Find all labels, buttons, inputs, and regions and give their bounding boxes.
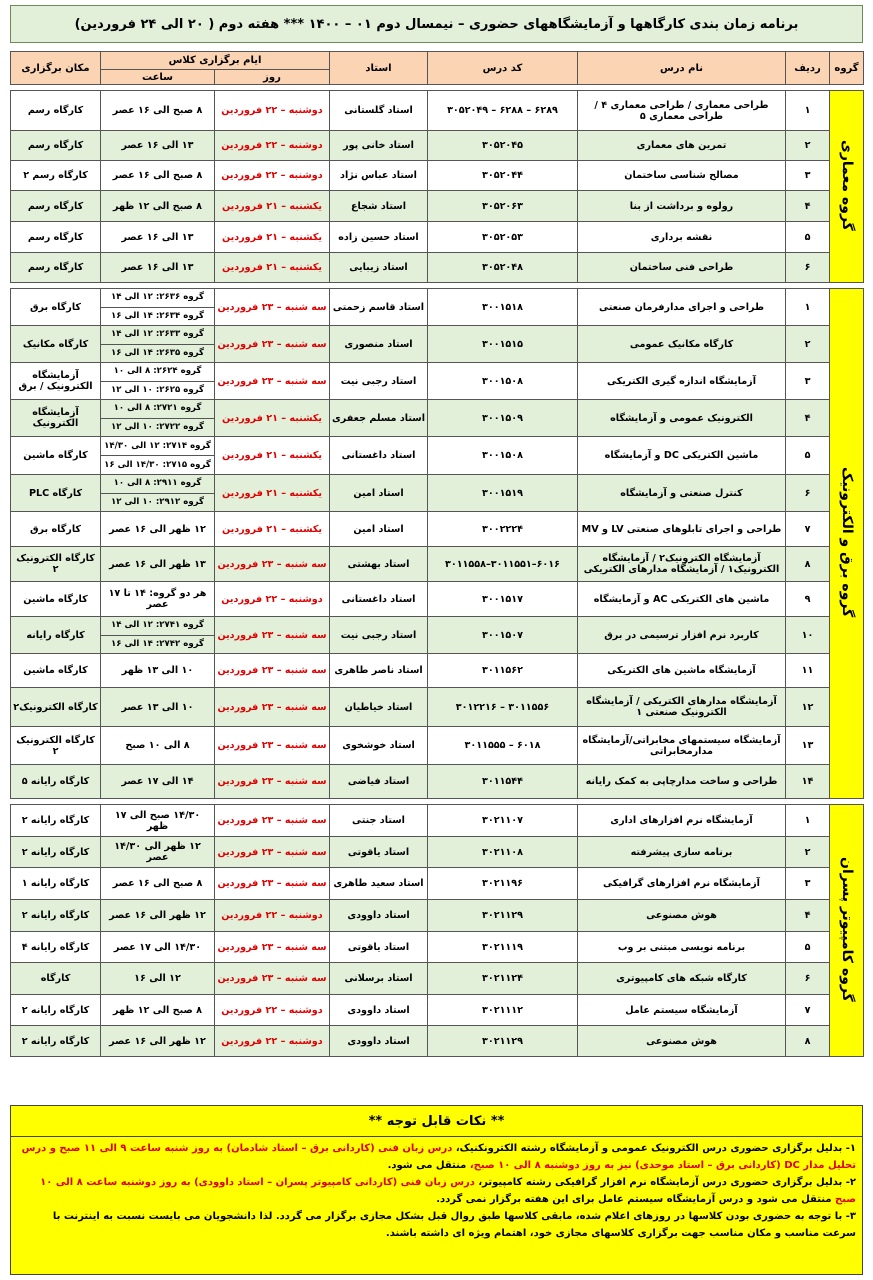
- class-day: دوشنبه – ۲۲ فروردین: [215, 1026, 330, 1057]
- header-row: ردیف: [786, 52, 830, 85]
- group-label-cell: [830, 805, 864, 1057]
- class-time-slot: گروه ۲۶۲۴: ۸ الی ۱۰: [113, 366, 202, 377]
- row-number: ۳: [786, 161, 830, 191]
- teacher-name: استاد داوودی: [330, 900, 428, 932]
- course-code: ۳۰۱۱۵۴۴: [428, 765, 578, 799]
- class-time-slot: گروه ۲۶۳۳: ۱۲ الی ۱۴: [110, 329, 205, 340]
- class-day: دوشنبه – ۲۲ فروردین: [215, 995, 330, 1026]
- course-name: مصالح شناسی ساختمان: [578, 161, 786, 191]
- table-row: [11, 837, 864, 868]
- course-code: ۳۰۲۱۱۲۹: [428, 1026, 578, 1057]
- course-code: ۳۰۰۱۵۰۸: [428, 363, 578, 400]
- row-number: ۶: [786, 253, 830, 283]
- group-label: گروه معماری: [839, 139, 855, 231]
- class-day: یکشنبه – ۲۱ فروردین: [215, 222, 330, 253]
- class-day: سه شنبه – ۲۳ فروردین: [215, 932, 330, 963]
- class-day: دوشنبه – ۲۲ فروردین: [215, 582, 330, 617]
- teacher-name: استاد رجبی نیت: [330, 617, 428, 654]
- course-name: نقشه برداری: [578, 222, 786, 253]
- course-name: آزمایشگاه نرم افزارهای گرافیکی: [578, 868, 786, 900]
- teacher-name: استاد عباس نژاد: [330, 161, 428, 191]
- class-time-slot: گروه ۲۶۲۵: ۱۰ الی ۱۲: [101, 381, 214, 400]
- table-row: [11, 400, 864, 437]
- class-location: کارگاه برق: [11, 289, 101, 326]
- class-location: کارگاه ماشین: [11, 654, 101, 688]
- teacher-name: استاد ناصر طاهری: [330, 654, 428, 688]
- class-day: سه شنبه – ۲۳ فروردین: [215, 547, 330, 582]
- header-group: گروه: [830, 52, 864, 85]
- class-day: یکشنبه – ۲۱ فروردین: [215, 191, 330, 222]
- header-course-name: نام درس: [578, 52, 786, 85]
- table-row: [11, 868, 864, 900]
- class-location: کارگاه رسم: [11, 222, 101, 253]
- class-day: سه شنبه – ۲۳ فروردین: [215, 363, 330, 400]
- class-location: کارگاه الکترونیک۲: [11, 688, 101, 727]
- class-day: سه شنبه – ۲۳ فروردین: [215, 963, 330, 995]
- row-number: ۱۲: [786, 688, 830, 727]
- schedule-table: [10, 51, 864, 1057]
- page-title: برنامه زمان بندی کارگاهها و آزمایشگاههای حضوری – نیمسال دوم ۰۱ – ۱۴۰۰ *** هفته دوم ( ۲۰ الی ۲۴ فروردین): [10, 5, 863, 43]
- class-time-slot: گروه ۲۷۴۱: ۱۲ الی ۱۴: [110, 620, 205, 631]
- table-row: [11, 765, 864, 799]
- table-row: [11, 963, 864, 995]
- row-number: ۳: [786, 363, 830, 400]
- teacher-name: استاد قاسم زحمتی: [330, 289, 428, 326]
- teacher-name: استاد فیاضی: [330, 765, 428, 799]
- class-time: ۱۲ ظهر الی ۱۶ عصر: [101, 512, 215, 547]
- teacher-name: استاد امین: [330, 512, 428, 547]
- class-location: کارگاه الکترونیک ۲: [11, 547, 101, 582]
- class-time: ۱۲ ظهر الی ۱۴/۳۰ عصر: [101, 837, 215, 868]
- teacher-name: استاد داوودی: [330, 995, 428, 1026]
- class-location: کارگاه: [11, 963, 101, 995]
- note-1-highlight: درس زبان فنی (کاردانی برق – استاد شادمان) به روز شنبه ساعت ۹ الی ۱۱ صبح و درس تحلیل مدار DC (کاردانی برق – استاد موحدی) نیز به روز دوشنبه ۸ الی ۱۰ صبح،: [21, 1143, 856, 1171]
- group-label: گروه برق و الکترونیک: [839, 466, 855, 618]
- course-code: ۳۰۰۱۵۰۹: [428, 400, 578, 437]
- row-number: ۱: [786, 91, 830, 131]
- row-number: ۱: [786, 805, 830, 837]
- class-time-slot: گروه ۲۶۳۶: ۱۲ الی ۱۴: [110, 292, 205, 303]
- course-code: ۶۰۱۸ – ۳۰۱۱۵۵۵: [428, 727, 578, 765]
- table-row: [11, 437, 864, 475]
- teacher-name: استاد یاقوتی: [330, 837, 428, 868]
- class-time-slot: گروه ۲۹۱۱: ۸ الی ۱۰: [113, 478, 202, 489]
- teacher-name: استاد رجبی نیت: [330, 363, 428, 400]
- course-name: هوش مصنوعی: [578, 900, 786, 932]
- class-location: کارگاه رسم ۲: [11, 161, 101, 191]
- class-time: هر دو گروه: ۱۴ تا ۱۷ عصر: [101, 582, 215, 617]
- table-row: [11, 1026, 864, 1057]
- note-1-text: ۱- بدلیل برگزاری حضوری درس الکترونیک عمومی و آزمایشگاه رشته الکترونکنیک،: [452, 1143, 856, 1154]
- class-time: ۸ صبح الی ۱۲ ظهر: [101, 995, 215, 1026]
- course-name: طراحی معماری / طراحی معماری ۴ / طراحی معماری ۵: [578, 91, 786, 131]
- table-row: [11, 727, 864, 765]
- class-day: دوشنبه – ۲۲ فروردین: [215, 131, 330, 161]
- course-code: ۳۰۰۱۵۱۹: [428, 475, 578, 512]
- table-row: [11, 191, 864, 222]
- class-day: یکشنبه – ۲۱ فروردین: [215, 512, 330, 547]
- class-location: کارگاه برق: [11, 512, 101, 547]
- class-location: کارگاه رایانه ۲: [11, 995, 101, 1026]
- course-name: آزمایشگاه نرم افزارهای اداری: [578, 805, 786, 837]
- table-row: [11, 547, 864, 582]
- teacher-name: استاد داغستانی: [330, 437, 428, 475]
- class-time: ۸ صبح الی ۱۶ عصر: [101, 91, 215, 131]
- course-name: برنامه سازی پیشرفته: [578, 837, 786, 868]
- class-time: ۱۳ ظهر الی ۱۶ عصر: [101, 547, 215, 582]
- table-row: [11, 932, 864, 963]
- row-number: ۴: [786, 191, 830, 222]
- course-code: ۳۰۰۱۵۱۵: [428, 326, 578, 363]
- class-time-slot: گروه ۲۹۱۲: ۱۰ الی ۱۲: [101, 493, 214, 512]
- class-day: سه شنبه – ۲۳ فروردین: [215, 727, 330, 765]
- row-number: ۷: [786, 995, 830, 1026]
- course-name: کارگاه شبکه های کامپیوتری: [578, 963, 786, 995]
- teacher-name: استاد امین: [330, 475, 428, 512]
- class-day: سه شنبه – ۲۳ فروردین: [215, 326, 330, 363]
- class-time: ۱۴/۳۰ صبح الی ۱۷ ظهر: [101, 805, 215, 837]
- course-code: ۳۰۲۱۱۹۶: [428, 868, 578, 900]
- row-number: ۸: [786, 1026, 830, 1057]
- header-day: روز: [215, 70, 330, 85]
- teacher-name: استاد مسلم جعفری: [330, 400, 428, 437]
- class-location: کارگاه رایانه ۵: [11, 765, 101, 799]
- class-time: [101, 617, 215, 654]
- group-label-cell: [830, 289, 864, 799]
- course-code: ۳۰۰۱۵۰۸: [428, 437, 578, 475]
- teacher-name: استاد برسلانی: [330, 963, 428, 995]
- course-name: طراحی فنی ساختمان: [578, 253, 786, 283]
- teacher-name: استاد یاقوتی: [330, 932, 428, 963]
- course-name: طراحی و ساخت مدارچاپی به کمک رایانه: [578, 765, 786, 799]
- row-number: ۱۰: [786, 617, 830, 654]
- table-row: [11, 91, 864, 131]
- class-time: ۸ صبح الی ۱۶ عصر: [101, 161, 215, 191]
- group-label: گروه کامپیوتر پسران: [839, 856, 855, 1002]
- header-time: ساعت: [101, 70, 215, 85]
- table-row: [11, 222, 864, 253]
- notes-box: [10, 1105, 863, 1275]
- row-number: ۶: [786, 475, 830, 512]
- class-day: سه شنبه – ۲۳ فروردین: [215, 654, 330, 688]
- class-location: کارگاه رایانه ۲: [11, 900, 101, 932]
- teacher-name: استاد خانی پور: [330, 131, 428, 161]
- class-time: [101, 437, 215, 475]
- table-row: [11, 512, 864, 547]
- table-row: [11, 363, 864, 400]
- row-number: ۲: [786, 326, 830, 363]
- table-row: [11, 131, 864, 161]
- row-number: ۵: [786, 932, 830, 963]
- course-name: آزمایشگاه الکترونیک۲ / آزمایشگاه الکترونیک۱ / آزمایشگاه مدارهای الکتریکی: [578, 547, 786, 582]
- course-name: طراحی و اجرای تابلوهای صنعتی LV و MV: [578, 512, 786, 547]
- class-time: [101, 326, 215, 363]
- note-2-end: منتقل می شود و درس آزمایشگاه سیستم عامل برای این هفته برگزار نمی گردد.: [436, 1194, 836, 1205]
- class-time: [101, 475, 215, 512]
- class-location: کارگاه رایانه ۱: [11, 868, 101, 900]
- note-2: [17, 1174, 856, 1208]
- table-row: [11, 900, 864, 932]
- class-day: سه شنبه – ۲۳ فروردین: [215, 688, 330, 727]
- row-number: ۶: [786, 963, 830, 995]
- class-time: ۱۴ الی ۱۷ عصر: [101, 765, 215, 799]
- course-code: ۳۰۵۲۰۴۴: [428, 161, 578, 191]
- course-code: ۳۰۲۱۱۲۴: [428, 963, 578, 995]
- table-row: [11, 805, 864, 837]
- class-time-slot: گروه ۲۷۲۲: ۱۰ الی ۱۲: [101, 418, 214, 437]
- class-time-slot: گروه ۲۷۲۱: ۸ الی ۱۰: [113, 403, 202, 414]
- course-code: ۶۰۱۶–۳۰۱۱۵۵۱–۳۰۱۱۵۵۸: [428, 547, 578, 582]
- class-day: سه شنبه – ۲۳ فروردین: [215, 868, 330, 900]
- header-class-days: ایام برگزاری کلاس: [101, 52, 330, 70]
- row-number: ۲: [786, 131, 830, 161]
- table-row: [11, 326, 864, 363]
- class-time-slot: گروه ۲۷۱۵: ۱۴/۳۰ الی ۱۶: [101, 455, 214, 474]
- course-code: ۳۰۰۲۲۲۴: [428, 512, 578, 547]
- table-row: [11, 289, 864, 326]
- notes-body: [11, 1137, 862, 1245]
- table-row: [11, 688, 864, 727]
- class-location: کارگاه الکترونیک ۲: [11, 727, 101, 765]
- course-code: ۳۰۲۱۱۱۲: [428, 995, 578, 1026]
- class-day: سه شنبه – ۲۳ فروردین: [215, 805, 330, 837]
- course-name: کارگاه مکانیک عمومی: [578, 326, 786, 363]
- course-code: ۶۲۸۹ – ۶۲۸۸ – ۳۰۵۲۰۴۹: [428, 91, 578, 131]
- row-number: ۹: [786, 582, 830, 617]
- class-location: کارگاه رسم: [11, 191, 101, 222]
- class-day: دوشنبه – ۲۲ فروردین: [215, 161, 330, 191]
- class-time: ۸ الی ۱۰ صبح: [101, 727, 215, 765]
- teacher-name: استاد خیاطیان: [330, 688, 428, 727]
- class-time: ۸ صبح الی ۱۶ عصر: [101, 868, 215, 900]
- class-time-slot: گروه ۲۶۳۵: ۱۴ الی ۱۶: [101, 344, 214, 363]
- course-code: ۳۰۲۱۱۱۹: [428, 932, 578, 963]
- class-day: دوشنبه – ۲۲ فروردین: [215, 900, 330, 932]
- class-time: [101, 289, 215, 326]
- course-name: ماشین های الکتریکی AC و آزمایشگاه: [578, 582, 786, 617]
- table-row: [11, 475, 864, 512]
- class-location: کارگاه رسم: [11, 91, 101, 131]
- row-number: ۴: [786, 400, 830, 437]
- course-code: ۳۰۵۲۰۵۳: [428, 222, 578, 253]
- class-location: کارگاه رایانه ۴: [11, 932, 101, 963]
- course-name: رولوه و برداشت از بنا: [578, 191, 786, 222]
- header-teacher: استاد: [330, 52, 428, 85]
- course-code: ۳۰۵۲۰۴۵: [428, 131, 578, 161]
- row-number: ۳: [786, 868, 830, 900]
- course-code: ۳۰۱۱۵۶۲: [428, 654, 578, 688]
- class-location: کارگاه رسم: [11, 131, 101, 161]
- class-location: آزمایشگاه الکترونیک / برق: [11, 363, 101, 400]
- class-time-slot: گروه ۲۷۱۴: ۱۲ الی ۱۴/۳۰: [104, 440, 211, 451]
- class-day: یکشنبه – ۲۱ فروردین: [215, 400, 330, 437]
- teacher-name: استاد گلستانی: [330, 91, 428, 131]
- course-name: طراحی و اجرای مدارفرمان صنعتی: [578, 289, 786, 326]
- note-1-end: منتقل می شود.: [387, 1160, 470, 1171]
- class-time-slot: گروه ۲۷۴۲: ۱۴ الی ۱۶: [101, 635, 214, 654]
- class-time: [101, 400, 215, 437]
- class-location: آزمایشگاه الکترونیک: [11, 400, 101, 437]
- table-row: [11, 253, 864, 283]
- course-code: ۳۰۰۱۵۱۷: [428, 582, 578, 617]
- course-name: ماشین الکتریکی DC و آزمایشگاه: [578, 437, 786, 475]
- course-code: ۳۰۵۲۰۶۳: [428, 191, 578, 222]
- class-time: ۱۳ الی ۱۶ عصر: [101, 131, 215, 161]
- class-time: ۱۲ الی ۱۶: [101, 963, 215, 995]
- teacher-name: استاد جنتی: [330, 805, 428, 837]
- course-name: برنامه نویسی مبتنی بر وب: [578, 932, 786, 963]
- course-name: آزمایشگاه سیستمهای مخابراتی/آزمایشگاه مدارمخابراتی: [578, 727, 786, 765]
- note-3: ۳- با توجه به حضوری بودن کلاسها در روزهای اعلام شده، مابقی کلاسها طبق روال قبل بشکل مجازی برگزار می گردد. لذا دانشجویان می بایست نسبت به اینترنت با سرعت مناسب و مکان مناسب جهت برگزاری کلاسهای مجازی خود، اهتمام ویژه ای داشته باشند.: [52, 1211, 856, 1239]
- class-location: کارگاه ماشین: [11, 437, 101, 475]
- teacher-name: استاد سعید طاهری: [330, 868, 428, 900]
- table-row: [11, 995, 864, 1026]
- row-number: ۵: [786, 222, 830, 253]
- course-name: آزمایشگاه سیستم عامل: [578, 995, 786, 1026]
- row-number: ۲: [786, 837, 830, 868]
- teacher-name: استاد خوشخوی: [330, 727, 428, 765]
- class-day: یکشنبه – ۲۱ فروردین: [215, 437, 330, 475]
- class-day: سه شنبه – ۲۳ فروردین: [215, 289, 330, 326]
- course-code: ۳۰۲۱۱۰۷: [428, 805, 578, 837]
- class-time: [101, 363, 215, 400]
- course-name: تمرین های معماری: [578, 131, 786, 161]
- note-2-highlight: درس زبان فنی (کاردانی کامپیوتر پسران – استاد داوودی) به روز دوشنبه ساعت ۸ الی ۱۰ صبح: [40, 1177, 856, 1205]
- header-course-code: کد درس: [428, 52, 578, 85]
- course-code: ۳۰۱۱۵۵۶ – ۳۰۱۲۲۱۶: [428, 688, 578, 727]
- row-number: ۴: [786, 900, 830, 932]
- class-day: سه شنبه – ۲۳ فروردین: [215, 765, 330, 799]
- class-day: سه شنبه – ۲۳ فروردین: [215, 617, 330, 654]
- course-name: کاربرد نرم افزار ترسیمی در برق: [578, 617, 786, 654]
- table-row: [11, 582, 864, 617]
- row-number: ۱۴: [786, 765, 830, 799]
- teacher-name: استاد حسین زاده: [330, 222, 428, 253]
- teacher-name: استاد شجاع: [330, 191, 428, 222]
- course-name: کنترل صنعتی و آزمایشگاه: [578, 475, 786, 512]
- class-day: دوشنبه – ۲۲ فروردین: [215, 91, 330, 131]
- row-number: ۸: [786, 547, 830, 582]
- teacher-name: استاد داوودی: [330, 1026, 428, 1057]
- class-time: ۱۰ الی ۱۳ عصر: [101, 688, 215, 727]
- course-name: آزمایشگاه ماشین های الکتریکی: [578, 654, 786, 688]
- teacher-name: استاد بهشتی: [330, 547, 428, 582]
- class-time: ۱۲ ظهر الی ۱۶ عصر: [101, 900, 215, 932]
- table-row: [11, 617, 864, 654]
- header-location: مکان برگزاری: [11, 52, 101, 85]
- class-location: کارگاه رایانه ۲: [11, 837, 101, 868]
- class-time: ۱۴/۳۰ الی ۱۷ عصر: [101, 932, 215, 963]
- note-1: [17, 1140, 856, 1174]
- row-number: ۱۳: [786, 727, 830, 765]
- course-code: ۳۰۲۱۱۰۸: [428, 837, 578, 868]
- group-label-cell: [830, 91, 864, 283]
- class-time: ۱۳ الی ۱۶ عصر: [101, 253, 215, 283]
- course-code: ۳۰۲۱۱۲۹: [428, 900, 578, 932]
- class-time: ۸ صبح الی ۱۲ ظهر: [101, 191, 215, 222]
- row-number: ۱: [786, 289, 830, 326]
- class-location: کارگاه رایانه ۲: [11, 805, 101, 837]
- class-time: ۱۲ ظهر الی ۱۶ عصر: [101, 1026, 215, 1057]
- class-location: کارگاه رایانه: [11, 617, 101, 654]
- table-row: [11, 654, 864, 688]
- class-location: کارگاه مکانیک: [11, 326, 101, 363]
- course-name: الکترونیک عمومی و آزمایشگاه: [578, 400, 786, 437]
- course-code: ۳۰۰۱۵۰۷: [428, 617, 578, 654]
- class-location: کارگاه ماشین: [11, 582, 101, 617]
- class-day: سه شنبه – ۲۳ فروردین: [215, 837, 330, 868]
- class-time: ۱۰ الی ۱۳ ظهر: [101, 654, 215, 688]
- teacher-name: استاد منصوری: [330, 326, 428, 363]
- class-day: یکشنبه – ۲۱ فروردین: [215, 475, 330, 512]
- note-2-text: ۲- بدلیل برگزاری حضوری درس آزمایشگاه نرم افزار گرافیکی رشته کامپیوتر،: [474, 1177, 856, 1188]
- class-location: کارگاه رسم: [11, 253, 101, 283]
- class-location: کارگاه رایانه ۲: [11, 1026, 101, 1057]
- course-name: آزمایشگاه مدارهای الکتریکی / آزمایشگاه الکترونیک صنعتی ۱: [578, 688, 786, 727]
- class-day: یکشنبه – ۲۱ فروردین: [215, 253, 330, 283]
- table-row: [11, 161, 864, 191]
- teacher-name: استاد داغستانی: [330, 582, 428, 617]
- class-time: ۱۳ الی ۱۶ عصر: [101, 222, 215, 253]
- course-code: ۳۰۵۲۰۴۸: [428, 253, 578, 283]
- teacher-name: استاد زیبایی: [330, 253, 428, 283]
- class-time-slot: گروه ۲۶۳۴: ۱۴ الی ۱۶: [101, 307, 214, 326]
- course-name: آزمایشگاه اندازه گیری الکتریکی: [578, 363, 786, 400]
- notes-title: ** نکات قابل توجه **: [11, 1106, 862, 1137]
- course-code: ۳۰۰۱۵۱۸: [428, 289, 578, 326]
- row-number: ۷: [786, 512, 830, 547]
- row-number: ۵: [786, 437, 830, 475]
- course-name: هوش مصنوعی: [578, 1026, 786, 1057]
- class-location: کارگاه PLC: [11, 475, 101, 512]
- row-number: ۱۱: [786, 654, 830, 688]
